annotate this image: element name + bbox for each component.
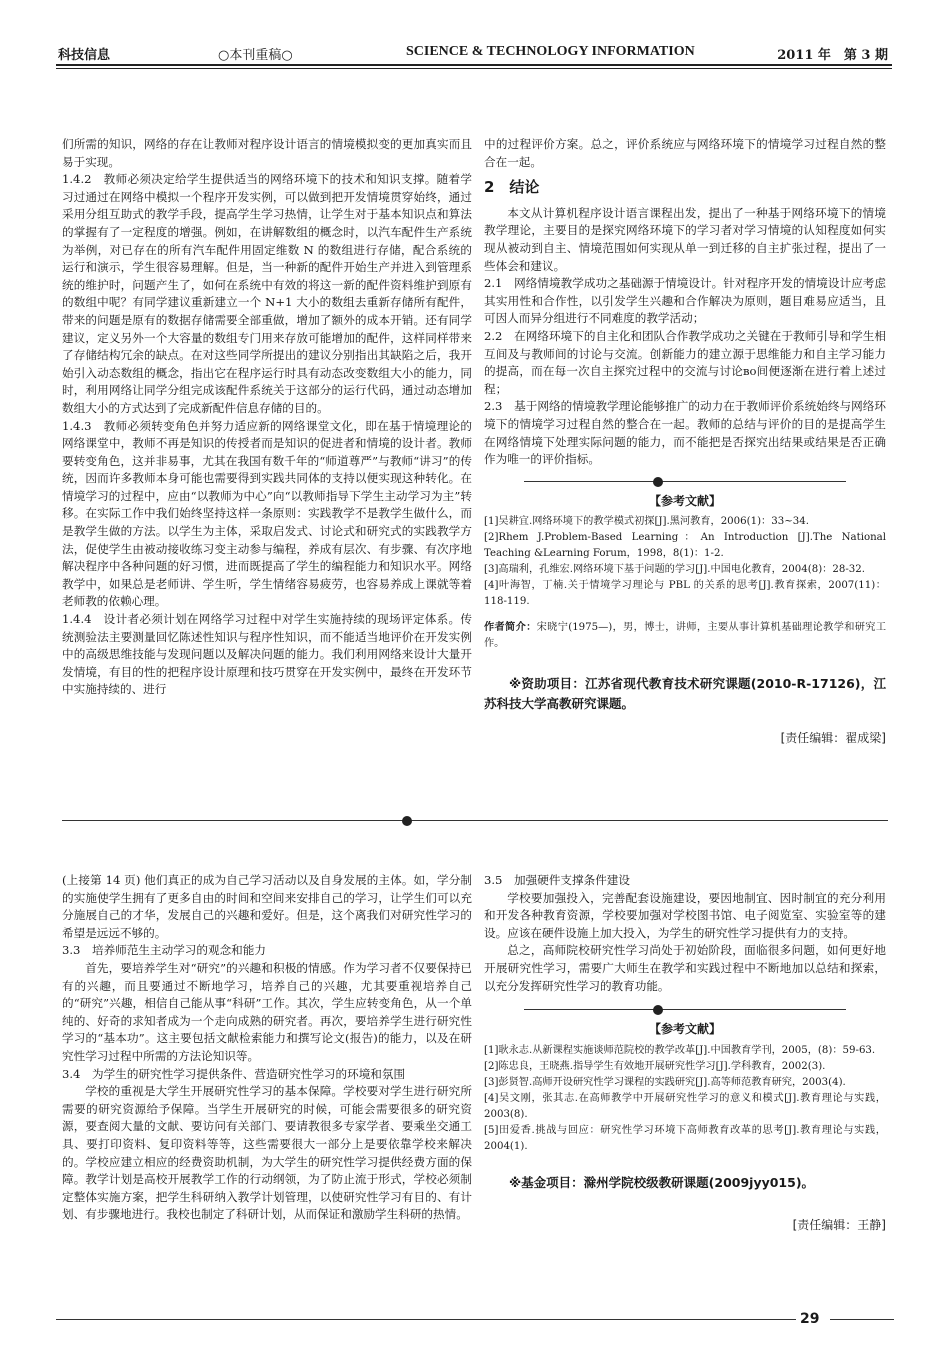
paragraph: 们所需的知识，网络的存在让教师对程序设计语言的情境模拟变的更加真实而且易于实现。 bbox=[62, 137, 472, 169]
header-journal-name: SCIENCE & TECHNOLOGY INFORMATION bbox=[406, 44, 695, 59]
reference-item: [1]吴耕宜.网络环境下的教学模式初探[J].黑河教育，2006(1)：33~34. bbox=[484, 516, 809, 528]
bottom-article-right-column bbox=[484, 872, 886, 1234]
paragraph: 首先，要培养学生对“研究”的兴趣和积极的情感。作为学习者不仅要保持已有的兴趣，而且要通过不断地学习，培养自己的兴趣，尤其要重视培养自己的“研究”兴趣，相信自己能从事“科研”工作。其次，学生应转变角色，从一个单纯的、好奇的求知者成为一个走向成熟的研究者。再次，要培养学生进行研究性学习的“基本功”。这主要包括文献检索能力和撰写论文(报告)的能力，以及在研究性学习过程中所需的方法论知识等。 bbox=[62, 960, 472, 1063]
footer-rule bbox=[56, 1319, 796, 1320]
funding-note: ※基金项目：滁州学院校级教研课题(2009jyy015)。 bbox=[509, 1174, 815, 1190]
reference-item: [3]高瑞利，孔维宏.网络环境下基于问题的学习[J].中国电化教育，2004(8)：28-32. bbox=[484, 564, 865, 576]
paragraph: 总之，高师院校研究性学习尚处于初始阶段，面临很多问题，如何更好地开展研究性学习，需要广大师生在教学和实践过程中不断地加以总结和探索，以充分发挥研究性学习的教育功能。 bbox=[484, 943, 886, 993]
reference-item: [4]吴文刚，张其志.在高师教学中开展研究性学习的意义和模式[J].教育理论与实践，2003(8). bbox=[484, 1092, 886, 1120]
header-issue: 2011 年 第 3 期 bbox=[777, 48, 888, 63]
paragraph: 1.4.3 教师必须转变角色并努力适应新的网络课堂文化，即在基于情境理论的网络课堂中，教师不再是知识的传授者而是知识的促进者和情境的设计者。教师要转变角色，这并非易事，尤其在我国有数千年的“师道尊严”与教师“讲习”的传统，因而许多教师本身可能也需要得到实践共同体的支持以便实现这种转化。在情境学习的过程中，应由“以教师为中心”向“以教师指导下学生主动学习为主”转移。在实际工作中我们始终坚持这样一条原则：实践教学不是教学生做什么，而是教学生做的方法。以学生为主体，采取启发式、讨论式和研究式的实践教学方法，促使学生由被动接收练习变主动参与编程，养成有层次、有步骤、有次序地解决程序中各种问题的好习惯，进而既提高了学生的编程能力和知识水平。网络教学中，如果总是老师讲、学生听，学生情绪容易疲劳，也容易养成上课就等着老师教的依赖心理。 bbox=[62, 418, 472, 609]
author-bio bbox=[484, 620, 886, 652]
reference-item: [2]Rhem J.Problem-Based Learning：An Introduction [J].The National Teaching &Learning Forum，1998，8(1)：1-2. bbox=[484, 532, 886, 560]
references-divider bbox=[524, 1003, 846, 1017]
author-bio-text: 宋晓宁(1975—)，男，博士，讲师，主要从事计算机基础理论教学和研究工作。 bbox=[484, 622, 887, 650]
footer-rule-tail bbox=[830, 1319, 894, 1320]
header-rule bbox=[56, 64, 892, 66]
article-separator bbox=[62, 814, 888, 828]
section-title: 2 结论 bbox=[484, 178, 540, 197]
paragraph: 2.2 在网络环境下的自主化和团队合作教学成功之关键在于教师引导和学生相互间及与教师间的讨论与交流。创新能力的建立源于思维能力和自主学习能力的提高，而在每一次自主探究过程中的交流与讨论во间便逐渐在进行着上述过程； bbox=[484, 328, 886, 396]
paragraph: 学校的重视是大学生开展研究性学习的基本保障。学校要对学生进行研究所需要的研究资源给予保障。当学生开展研究的时候，可能会需要很多的研究资源，要查阅大量的文献、要访问有关部门、要请教很多专家学者、要乘坐交通工具、要打印资料、复印资料等等，这些需要很大一部分上是要依靠学校来解决的。学校应建立相应的经费资助机制，为大学生的研究性学习提供经费方面的保障。教学计划是高校开展教学工作的行动纲领，为了防止流于形式，学校必须制定整体实施方案，把学生科研纳入教学计划管理，以使研究性学习有目的、有计划、有步骤地进行。我校也制定了科研计划，从而保证和激励学生科研的热情。 bbox=[62, 1084, 472, 1222]
top-article-left-column bbox=[62, 136, 472, 699]
references-heading: 【参考文献】 bbox=[648, 493, 721, 508]
paragraph: 本文从计算机程序设计语言课程出发，提出了一种基于网络环境下的情境教学理论，主要目的是探究网络环境下的学习者对学习情境的认知程度如何实现从被动到自主、情境范围如何实现从单一到迁移的自主扩张过程，提出了一些体会和建议。 bbox=[484, 205, 886, 273]
reference-item: [5]田爱香.挑战与回应：研究性学习环境下高师教育改革的思考[J].教育理论与实践，2004(1). bbox=[484, 1124, 886, 1152]
responsible-editor: [责任编辑：翟成梁] bbox=[780, 731, 886, 746]
paragraph: 学校要加强投入，完善配套设施建设，要因地制宜、因时制宜的充分利用和开发各种教育资源，学校要加强对学校图书馆、电子阅览室、实验室等的建设。应该在硬件设施上加大投入，为学生的研究性学习提供有力的支持。 bbox=[484, 890, 886, 940]
running-header bbox=[58, 40, 888, 64]
reference-item: [4]叶海智，丁楠.关于情境学习理论与 PBL 的关系的思考[J].教育探索，2007(11)：118-119. bbox=[484, 580, 886, 608]
subsection-title: 3.3 培养师范生主动学习的观念和能力 bbox=[62, 943, 266, 958]
top-article-right-column bbox=[484, 136, 886, 748]
reference-item: [1]耿永志.从新课程实施谈师范院校的教学改革[J].中国教育学刊，2005，(8)：59-63. bbox=[484, 1044, 876, 1056]
page-number: 29 bbox=[800, 1311, 820, 1327]
paragraph: 2.3 基于网络的情境教学理论能够推广的动力在于教师评价系统始终与网络环境下的情境学习过程自然的整合在一起。教师的总结与评价的目的是提高学生在网络情境下处理实际问题的能力，而不能把是否探究出结果或结果是否正确作为唯一的评价指标。 bbox=[484, 399, 886, 467]
reference-item: [3]彭贤智.高师开设研究性学习课程的实践研究[J].高等师范教育研究，2003(4). bbox=[484, 1076, 846, 1088]
paragraph: 中的过程评价方案。总之，评价系统应与网络环境下的情境学习过程自然的整合在一起。 bbox=[484, 137, 886, 169]
funding-note: ※资助项目：江苏省现代教育技术研究课题(2010-R-17126)，江苏科技大学高教研究课题。 bbox=[484, 676, 886, 712]
header-rule-thin bbox=[56, 68, 892, 69]
paragraph: 1.4.2 教师必须决定给学生提供适当的网络环境下的技术和知识支撑。随着学习过通过在网络中模拟一个程序开发实例，可以做到把开发情境贯穿始终，通过采用分组互助式的教学手段，提高学生学习热情，让学生对于基本知识点和算法的掌握有了一定程度的增强。例如，在讲解数组的概念时，以汽车配件生产系统为举例，对已存在的所有汽车配件用固定维数 N 的数组进行存储，配合系统的运行和演示，学生很容易理解。但是，当一种新的配件开始生产并进入到管理系统的维护时，问题产生了，如何在系统中有效的将这一新的配件资料维护到原有的数组中呢？有同学建议重新建立一个 N+1 大小的数组去重新存储所有配件，带来的问题是原有的数据存储需要全部重做，增加了额外的成本开销。还有同学建议，定义另外一个大容量的数组专门用来存放可能增加的配件，这样同样带来了存储结构冗余的缺点。在对这些同学所提出的建议分别指出其缺陷之后，我开始引入动态数组的概念，指出它在程序运行时具有动态改变数组大小的能力，同时，利用网络让同学分组完成该配件系统关于这部分的运行代码，通过动态增加数组大小的方式达到了完成新配件信息存储的目的。 bbox=[62, 172, 472, 415]
paragraph: 2.1 网络情境教学成功之基础源于情境设计。针对程序开发的情境设计应考虑其实用性和合作性，以引发学生兴趣和合作解决为原则，题目难易应适当，且可因人而异分组进行不同难度的教学活动； bbox=[484, 276, 886, 326]
header-reprint-tag: ○本刊重稿○ bbox=[218, 48, 293, 63]
paragraph: (上接第 14 页) 他们真正的成为自己学习活动以及自身发展的主体。如，学分制的实施使学生拥有了更多自由的时间和空间来安排自己的学习，让学生们可以充分施展自己的才华，发展自己的兴趣和爱好。但是，这个离我们对研究性学习的希望是远远不够的。 bbox=[62, 873, 472, 940]
reference-item: [2]陈忠良，王晓燕.指导学生有效地开展研究性学习[J].学科教育，2002(3). bbox=[484, 1060, 826, 1072]
paragraph: 1.4.4 设计者必须计划在网络学习过程中对学生实施持续的现场评定体系。传统测验法主要测量回忆陈述性知识与程序性知识，而不能适当地评价在开发实例中的高级思维技能与发现问题以及解决问题的能力。我们利用网络来设计大量开发情境，有目的性的把程序设计原理和技巧贯穿在开发实例中，最终在开发环节中实施持续的、进行 bbox=[62, 612, 472, 697]
author-bio-label: 作者简介： bbox=[484, 622, 537, 634]
references-heading: 【参考文献】 bbox=[648, 1022, 721, 1037]
subsection-title: 3.5 加强硬件支撑条件建设 bbox=[484, 873, 630, 887]
responsible-editor: [责任编辑：王静] bbox=[792, 1217, 886, 1232]
references-divider bbox=[524, 475, 846, 489]
subsection-title: 3.4 为学生的研究性学习提供条件、营造研究性学习的环境和氛围 bbox=[62, 1066, 406, 1081]
bottom-article-left-column bbox=[62, 872, 472, 1224]
header-column-name: 科技信息 bbox=[58, 48, 111, 63]
